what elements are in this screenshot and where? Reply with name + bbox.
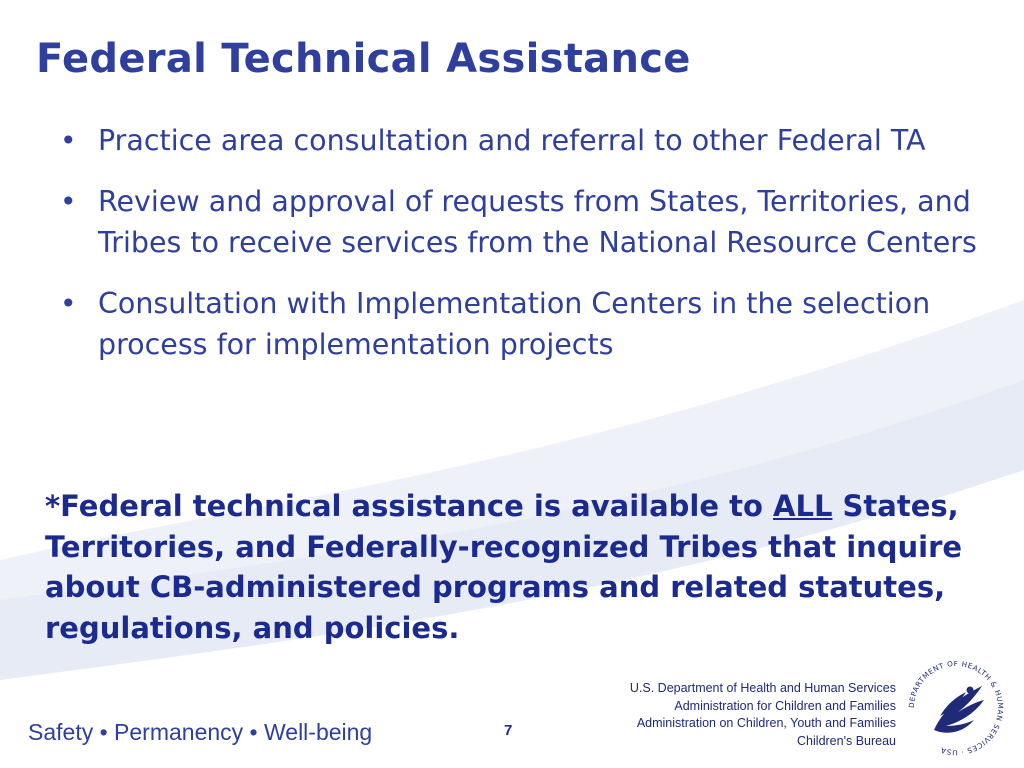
agency-block: [630, 680, 896, 750]
bullet-item: [58, 283, 988, 365]
bullet-marker: •: [60, 287, 77, 320]
note-emphasis: ALL: [773, 489, 833, 523]
bullet-marker: •: [60, 124, 77, 157]
footer-tagline: Safety • Permanency • Well-being: [28, 719, 373, 745]
hhs-seal-logo: [904, 656, 1008, 760]
agency-line-acf: Administration for Children and Families: [674, 698, 896, 713]
page-number: 7: [504, 722, 513, 739]
bullet-marker: •: [60, 185, 77, 218]
seal-text: DEPARTMENT OF HEALTH & HUMAN SERVICES · USA: [906, 659, 1006, 758]
bullet-text: Consultation with Implementation Centers in the selection process for implementation projects: [98, 287, 931, 361]
availability-note: [45, 486, 995, 648]
bullet-item: [58, 120, 988, 161]
note-text-before: *Federal technical assistance is available to: [45, 489, 774, 523]
note-text-after: States, Territories, and Federally-recognized Tribes that inquire about CB-administered programs and related statutes, regulations, and policies.: [45, 489, 963, 645]
bullet-text: Practice area consultation and referral to other Federal TA: [98, 124, 926, 157]
agency-line-hhs: U.S. Department of Health and Human Services: [629, 681, 896, 695]
bullet-list: [58, 120, 988, 385]
slide-title: Federal Technical Assistance: [36, 36, 691, 82]
bullet-item: [58, 181, 988, 263]
bullet-text: Review and approval of requests from States, Territories, and Tribes to receive services from the National Resource Centers: [98, 185, 977, 259]
agency-line-cb: Children's Bureau: [797, 733, 896, 748]
agency-line-acyf: Administration on Children, Youth and Families: [636, 716, 896, 730]
